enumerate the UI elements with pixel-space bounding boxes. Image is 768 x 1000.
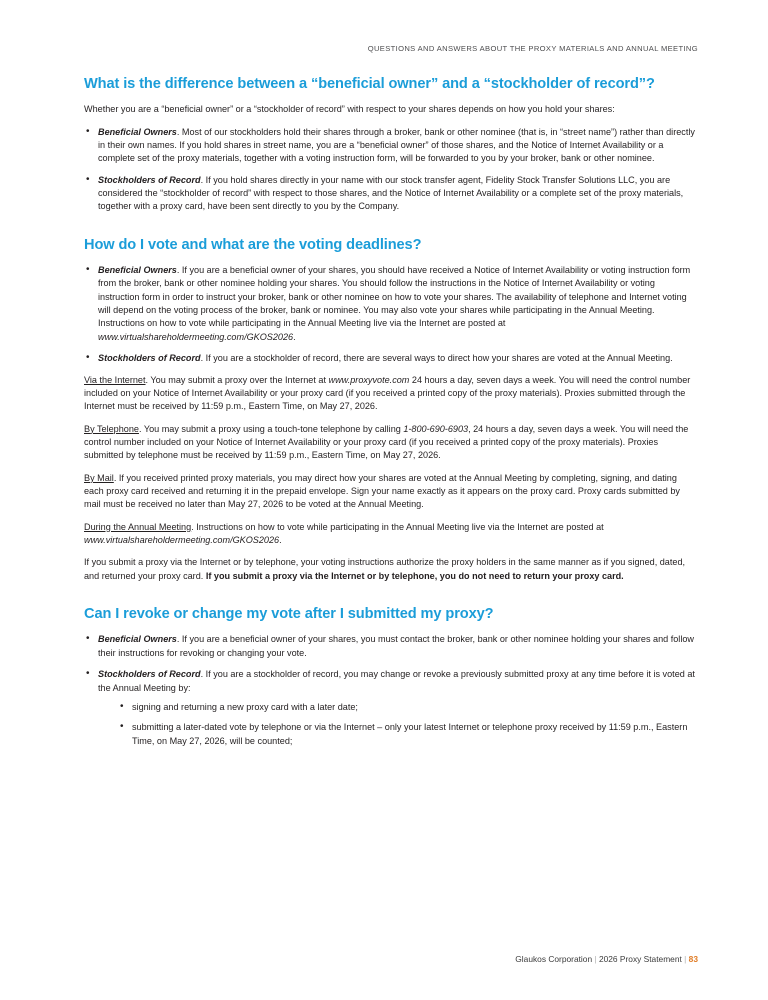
page-footer [84,954,698,964]
q1-bullet-list [84,126,698,214]
q2-closing-paragraph [84,556,698,583]
bullet-lead-label: Beneficial Owners [98,265,177,276]
voting-method-telephone [84,423,698,463]
method-text-cont: , 24 hours a day, seven days a week. You will need the control number included on your Notice of Internet Availability or your proxy card (if you received a printed copy of the proxy materials). Proxies submitted by telephone must be received by 11:59 p.m., Eastern Time, on May 27, 2026. [84,423,689,461]
method-text-tail: . [279,535,282,546]
q3-bullet-list [84,633,698,748]
bullet-text: . Most of our stockholders hold their shares through a broker, bank or other nominee (that is, in “street name”) rather than directly in their own names. If you hold shares in street name, you are a “beneficial owner” of those shares, and the Notice of Internet Availability or a complete set of the proxy materials, together with a voting instruction form, will be forwarded to you by your broker, bank or other nominee. [98,126,695,164]
bullet-text: . If you are a beneficial owner of your shares, you must contact the broker, bank or other nominee holding your shares and follow their instructions for revoking or changing your vote. [98,634,694,658]
list-item [84,174,698,214]
footer-company: Glaukos Corporation [515,954,593,964]
bullet-text: . If you are a stockholder of record, there are several ways to direct how your shares are voted at the Annual Meeting. [200,353,673,364]
list-item [84,633,698,660]
method-label-by-telephone: By Telephone [84,423,139,434]
running-header: QUESTIONS AND ANSWERS ABOUT THE PROXY MATERIALS AND ANNUAL MEETING [367,44,698,53]
method-text: . Instructions on how to vote while participating in the Annual Meeting live via the Internet are posted at [191,521,604,532]
bullet-lead-label: Stockholders of Record [98,174,201,185]
bullet-text: . If you are a beneficial owner of your shares, you should have received a Notice of Internet Availability or voting instruction form from the broker, bank or other nominee holding your shares. You should follow the instructions in the Notice of Internet Availability or voting instruction form in order to instruct your broker, bank or other nominee on how to vote your shares. The availability of telephone and Internet voting will depend on the voting process of the broker, bank or nominee. You may also vote your shares while participating in the Annual Meeting. Instructions on how to vote while participating in the Annual Meeting live via the Internet are posted at [98,265,691,329]
method-label-during-annual-meeting: During the Annual Meeting [84,521,192,532]
voting-method-mail [84,472,698,512]
method-label-by-mail: By Mail [84,472,114,483]
method-label-via-the-internet: Via the Internet [84,374,146,385]
virtual-meeting-link[interactable]: www.virtualshareholdermeeting.com/GKOS2026 [98,331,294,342]
bullet-lead-label: Beneficial Owners [98,126,177,137]
question-heading-beneficial-owner-vs-stockholder: What is the difference between a “beneficial owner” and a “stockholder of record”? [84,76,655,92]
bullet-text: . If you are a stockholder of record, you may change or revoke a previously submitted proxy at any time before it is voted at the Annual Meeting by: [98,669,695,693]
list-item: • submitting a later-dated vote by telephone or via the Internet – only your latest Internet or telephone proxy received by 11:59 p.m., Eastern Time, on May 27, 2026, will be counted; [120,721,698,748]
question-heading-how-do-i-vote: How do I vote and what are the voting deadlines? [84,236,422,253]
phone-number: 1-800-690-6903 [403,423,469,434]
proxyvote-link[interactable]: www.proxyvote.com [328,374,410,385]
bullet-text: . If you hold shares directly in your name with our stock transfer agent, Fidelity Stock Transfer Solutions LLC, you are considered the “stockholder of record” with respect to those shares, and the Notice of Internet Availability or a complete set of the proxy materials, together with a proxy card, have been sent directly to you by the Company. [98,174,684,212]
closing-emphasis: If you submit a proxy via the Internet or by telephone, you do not need to return your proxy card. [205,570,624,581]
method-text: . You may submit a proxy using a touch-tone telephone by calling [138,423,404,434]
bullet-lead-label: Stockholders of Record [98,669,201,680]
footer-document: 2026 Proxy Statement [598,954,682,964]
voting-method-during-meeting [84,521,698,548]
q1-intro-paragraph: Whether you are a “beneficial owner” or a “stockholder of record” with respect to your shares depends on how you hold your shares: [84,104,615,115]
footer-separator: | [684,954,687,964]
method-text: . You may submit a proxy over the Internet at [145,374,329,385]
closing-text: If you submit a proxy via the Internet or by telephone, your voting instructions authorize the proxy holders in the same manner as if you signed, dated, and returned your proxy card. [84,557,686,581]
list-item [84,264,698,344]
list-item [84,352,698,365]
q3-sub-bullet-list [98,701,698,748]
list-item [84,126,698,166]
bullet-lead-label: Stockholders of Record [98,353,201,364]
method-text-cont: 24 hours a day, seven days a week. You will need the control number included on your Notice of Internet Availability or your proxy card (if you received a printed copy of the proxy materials). Proxies submitted through the Internet must be received by 11:59 p.m., Eastern Time, on May 27, 2026. [84,374,691,412]
bullet-text-tail: . [293,331,296,342]
voting-method-internet [84,374,698,414]
method-text: . If you received printed proxy materials, you may direct how your shares are voted at the Annual Meeting by completing, signing, and dating each proxy card received and returning it in the prepaid envelope. Sign your name exactly as it appears on the proxy card. Proxy cards submitted by mail must be received no later than May 27, 2026 to be voted at the Annual Meeting. [84,472,680,510]
footer-page-number: 83 [688,954,698,964]
list-item [84,668,698,748]
q2-bullet-list [84,264,698,366]
bullet-lead-label: Beneficial Owners [98,634,177,645]
footer-separator: | [594,954,597,964]
list-item: • signing and returning a new proxy card with a later date; [120,701,698,714]
virtual-meeting-link[interactable]: www.virtualshareholdermeeting.com/GKOS2026 [84,535,280,546]
question-heading-revoke-or-change-vote: Can I revoke or change my vote after I submitted my proxy? [84,606,494,623]
